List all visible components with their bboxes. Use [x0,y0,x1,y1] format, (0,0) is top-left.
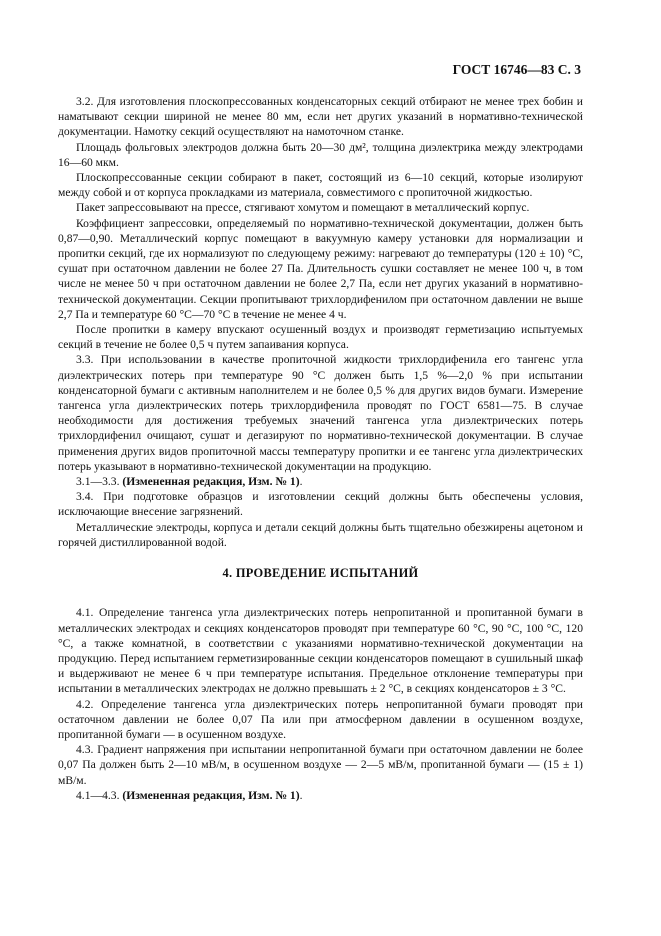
page-header: ГОСТ 16746—83 С. 3 [452,62,581,77]
document-body [58,94,583,803]
amendment-bold: (Измененная редакция, Изм. № 1) [122,475,300,489]
paragraph-foil-area: Площадь фольговых электродов должна быть 20—30 дм², толщина диэлектрика между электродами 16—60 мкм. [58,140,583,169]
paragraph-4-2: 4.2. Определение тангенса угла диэлектрических потерь непропитанной бумаги проводят при остаточном давлении не более 0,07 Па или при атмосферном давлении в осушенном воздухе, пропитанной бумаги — в осушенном воздухе. [58,697,583,741]
paragraph-compression: Коэффициент запрессовки, определяемый по нормативно-технической документации, должен быть 0,87—0,90. Металлический корпус помещают в вакуумную камеру установки для нормализации и пропитки секций, где их нормализуют по следующему режиму: нагревают до температуры (120 ± 10) °С, сушат при остаточном давлении не более 27 Па. Длительность сушки составляет не менее 100 ч, в том числе не менее 50 ч при остаточном давлении не более 2,7 Па, если нет других указаний в нормативно-технической документации. Секции пропитывают трихлордифенилом при остаточном давлении не выше 2,7 Па и температуре 60 °С—70 °С в течение не менее 4 ч. [58,216,583,321]
paragraph-4-1: 4.1. Определение тангенса угла диэлектрических потерь непропитанной и пропитанной бумаги в металлических электродах и секциях конденсаторов проводят при температуре 60 °С, 90 °С, 100 °С, 120 °С, а также комнатной, в соответствии с указаниями нормативно-технической документации на продукцию. Перед испытанием герметизированные секции конденсаторов помещают в сушильный шкаф и выдерживают не менее 6 ч при температуре испытания. Предельное отклонение температуры при испытании в металлических электродах не должно превышать ± 2 °С, в секциях конденсаторов ± 3 °С. [58,606,583,696]
paragraph-4-3: 4.3. Градиент напряжения при испытании непропитанной бумаги при остаточном давлении не более 0,07 Па должен быть 2—10 мВ/м, в осушенном воздухе — 2—5 мВ/м, пропитанной бумаги — (15 ± 1) мВ/м. [58,743,583,787]
amendment-note-3 [58,474,583,489]
amendment-note-4 [58,788,583,803]
paragraph-3-2: 3.2. Для изготовления плоскопрессованных конденсаторных секций отбирают не менее трех бобин и наматывают секции шириной не менее 80 мм, если нет других указаний в нормативно-технической документации. Намотку секций осуществляют на намоточном станке. [58,95,583,139]
paragraph-3-4: 3.4. При подготовке образцов и изготовлении секций должны быть обеспечены условия, исключающие внесение загрязнений. [58,490,583,519]
paragraph-package: Плоскопрессованные секции собирают в пакет, состоящий из 6—10 секций, которые изолируют между собой и от корпуса прокладками из материала, совместимого с пропиточной жидкостью. [58,171,583,200]
amendment-bold: (Измененная редакция, Изм. № 1) [122,788,300,802]
paragraph-degrease: Металлические электроды, корпуса и детали секций должны быть тщательно обезжирены ацетоном и горячей дистиллированной водой. [58,520,583,549]
amendment-prefix: 4.1—4.3. [76,788,123,802]
amendment-suffix: . [299,788,303,802]
section-title: 4. ПРОВЕДЕНИЕ ИСПЫТАНИЙ [222,566,419,581]
amendment-suffix: . [299,475,303,489]
amendment-prefix: 3.1—3.3. [76,475,123,489]
paragraph-press: Пакет запрессовывают на прессе, стягивают хомутом и помещают в металлический корпус. [76,201,530,215]
paragraph-3-3: 3.3. При использовании в качестве пропиточной жидкости трихлордифенила его тангенс угла диэлектрических потерь при температуре 90 °С должен быть 1,5 %—2,0 % при испытании конденсаторной бумаги с активным наполнителем и не более 0,5 % для других видов бумаги. Измерение тангенса угла диэлектрических потерь трихлордифенила проводят по ГОСТ 6581—75. В случае необходимости для достижения требуемых значений тангенса угла диэлектрических потерь трихлордифенил очищают, сушат и дегазируют по нормативно-технической документации. В случае применения других видов пропиточной массы температуру пропитки и ее тангенс угла диэлектрических потерь указывают в нормативно-технической документации на продукцию. [58,353,583,473]
paragraph-after-impregnation: После пропитки в камеру впускают осушенный воздух и производят герметизацию испытуемых секций в течение не более 0,5 ч путем запаивания корпуса. [58,323,583,352]
